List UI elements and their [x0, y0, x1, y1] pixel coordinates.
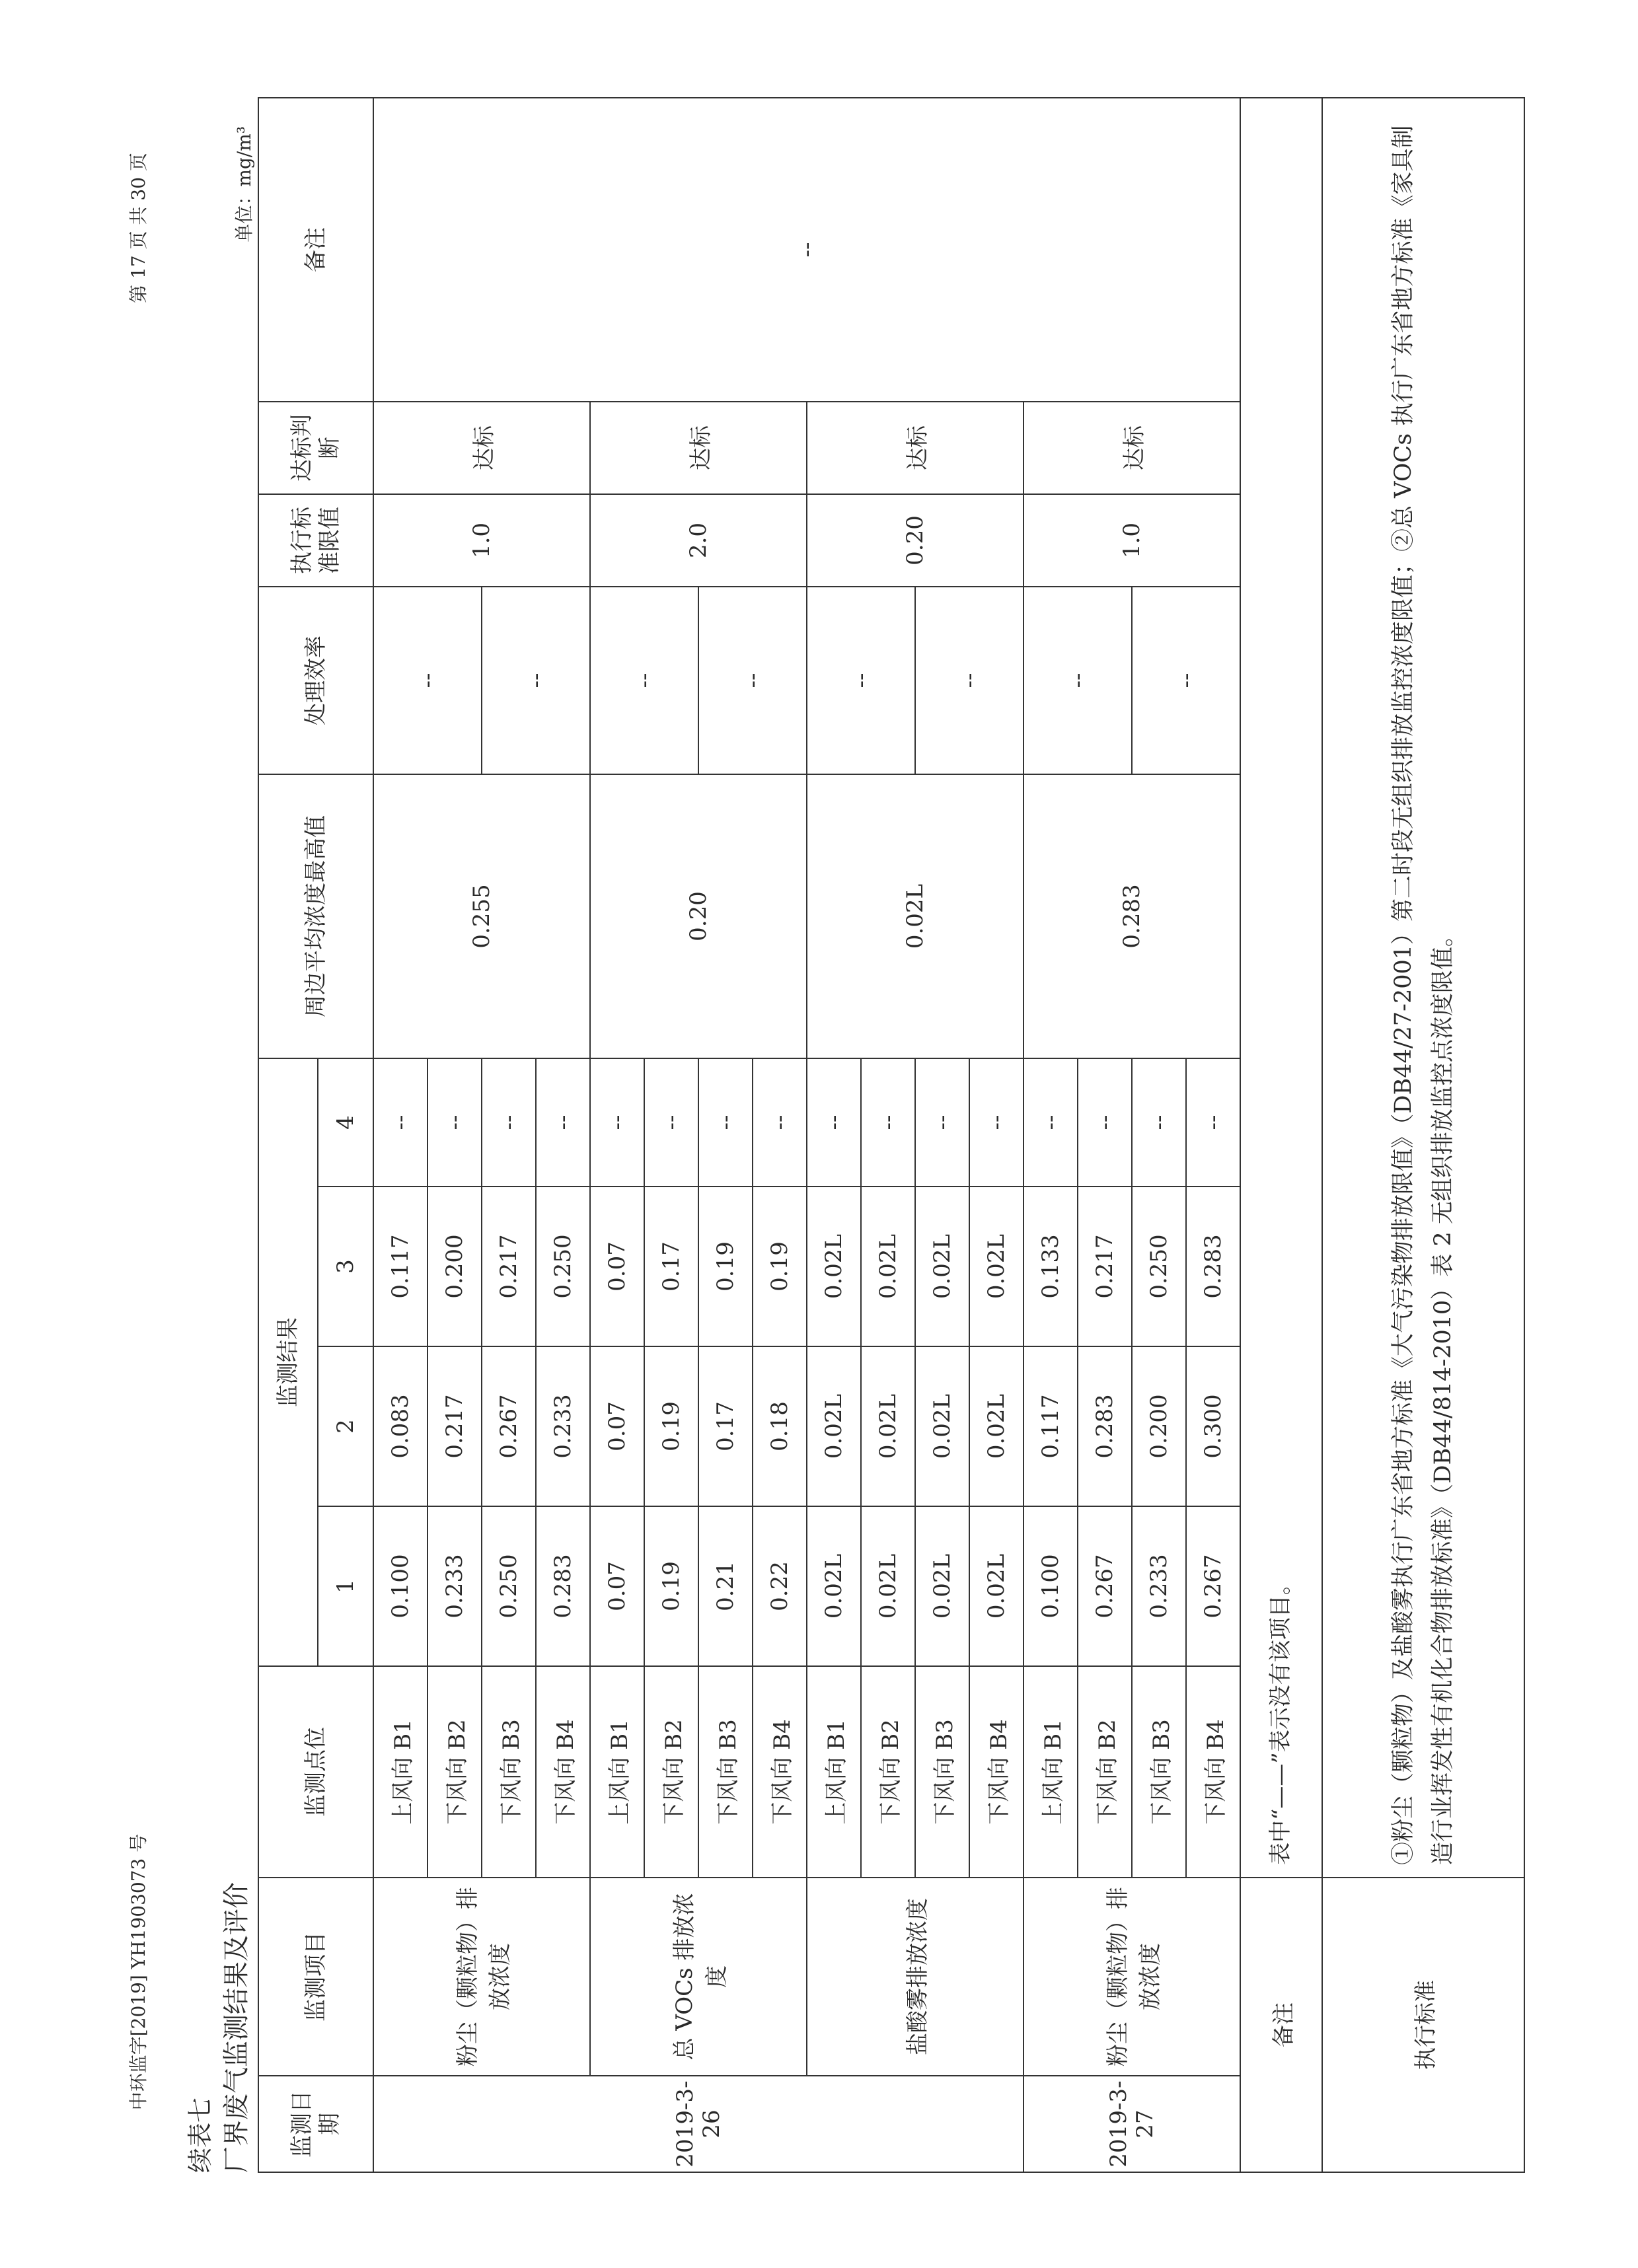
value-cell: 0.283: [1186, 1187, 1240, 1346]
point-cell: 下风向 B3: [482, 1666, 536, 1878]
value-cell: 0.02L: [969, 1187, 1024, 1346]
value-cell: 0.02L: [807, 1187, 861, 1346]
value-cell: 0.02L: [861, 1346, 915, 1506]
value-cell: --: [969, 1058, 1024, 1187]
value-cell: --: [428, 1058, 482, 1187]
value-cell: 0.117: [1024, 1346, 1078, 1506]
page-number: 第 17 页 共 30 页: [128, 153, 149, 303]
value-cell: 0.02L: [915, 1346, 969, 1506]
unit-label: 单位：mg/m³: [233, 126, 255, 242]
point-cell: 下风向 B4: [969, 1666, 1024, 1878]
item-cell: 粉尘（颗粒物）排放浓度: [373, 1878, 590, 2076]
value-cell: 0.200: [1132, 1346, 1186, 1506]
value-cell: 0.200: [428, 1187, 482, 1346]
col-results-header: 监测结果: [258, 1058, 318, 1666]
standard-label: 执行标准: [1322, 1878, 1524, 2172]
value-cell: 0.19: [644, 1506, 698, 1666]
value-cell: 0.02L: [969, 1506, 1024, 1666]
value-cell: --: [1186, 1058, 1240, 1187]
point-cell: 下风向 B4: [753, 1666, 807, 1878]
judge-cell: 达标: [1024, 402, 1240, 494]
value-cell: 0.300: [1186, 1346, 1240, 1506]
value-cell: 0.02L: [861, 1506, 915, 1666]
value-cell: 0.02L: [969, 1346, 1024, 1506]
limit-cell: 0.20: [807, 494, 1024, 587]
value-cell: --: [1132, 1058, 1186, 1187]
value-cell: --: [373, 1058, 428, 1187]
value-cell: --: [1078, 1058, 1132, 1187]
remark-cell: --: [373, 98, 1240, 402]
col-limit-header: 执行标准限值: [258, 494, 373, 587]
col-r2-header: 2: [318, 1346, 373, 1506]
date-cell: 2019-3-27: [1024, 2076, 1240, 2172]
value-cell: 0.233: [536, 1346, 590, 1506]
value-cell: 0.217: [428, 1346, 482, 1506]
max-cell: 0.283: [1024, 774, 1240, 1058]
max-cell: 0.02L: [807, 774, 1024, 1058]
point-cell: 下风向 B3: [698, 1666, 753, 1878]
date-cell: 2019-3-26: [373, 2076, 1024, 2172]
rotated-page-content: [184, 52, 1456, 2173]
efficiency-cell: --: [373, 587, 482, 774]
judge-cell: 达标: [807, 402, 1024, 494]
report-number: 中环监字[2019] YH1903073 号: [128, 1833, 149, 2111]
value-cell: 0.267: [1078, 1506, 1132, 1666]
col-r4-header: 4: [318, 1058, 373, 1187]
value-cell: 0.07: [590, 1187, 644, 1346]
point-cell: 上风向 B1: [373, 1666, 428, 1878]
col-date-header: 监测日期: [258, 2076, 373, 2172]
value-cell: --: [915, 1058, 969, 1187]
value-cell: 0.250: [482, 1506, 536, 1666]
value-cell: 0.17: [644, 1187, 698, 1346]
col-r3-header: 3: [318, 1187, 373, 1346]
limit-cell: 2.0: [590, 494, 807, 587]
value-cell: 0.19: [644, 1346, 698, 1506]
efficiency-cell: --: [1024, 587, 1132, 774]
col-efficiency-header: 处理效率: [258, 587, 373, 774]
value-cell: 0.02L: [807, 1346, 861, 1506]
value-cell: 0.22: [753, 1506, 807, 1666]
point-cell: 上风向 B1: [1024, 1666, 1078, 1878]
col-judge-header: 达标判断: [258, 402, 373, 494]
value-cell: 0.267: [482, 1346, 536, 1506]
value-cell: 0.07: [590, 1506, 644, 1666]
point-cell: 下风向 B3: [1132, 1666, 1186, 1878]
value-cell: --: [482, 1058, 536, 1187]
value-cell: 0.18: [753, 1346, 807, 1506]
judge-cell: 达标: [590, 402, 807, 494]
standard-text: ①粉尘（颗粒物）及盐酸雾执行广东省地方标准《大气污染物排放限值》（DB44/27-2001）第二时段无组织排放监控浓度限值；②总 VOCs 执行广东省地方标准《家具制造行业挥发性有机化合物排放标准》（DB44/814-2010）表 2 无组织排放监控点浓度限值。: [1322, 98, 1524, 1878]
value-cell: 0.083: [373, 1346, 428, 1506]
point-cell: 上风向 B1: [807, 1666, 861, 1878]
value-cell: 0.283: [1078, 1346, 1132, 1506]
value-cell: 0.233: [428, 1506, 482, 1666]
value-cell: 0.02L: [861, 1187, 915, 1346]
value-cell: --: [861, 1058, 915, 1187]
value-cell: 0.250: [1132, 1187, 1186, 1346]
point-cell: 下风向 B2: [644, 1666, 698, 1878]
limit-cell: 1.0: [373, 494, 590, 587]
value-cell: --: [536, 1058, 590, 1187]
table-title: 续表七: [186, 2097, 215, 2173]
efficiency-cell: --: [698, 587, 807, 774]
efficiency-cell: --: [482, 587, 590, 774]
value-cell: 0.100: [1024, 1506, 1078, 1666]
value-cell: 0.250: [536, 1187, 590, 1346]
item-cell: 粉尘（颗粒物）排放浓度: [1024, 1878, 1240, 2076]
value-cell: 0.02L: [915, 1187, 969, 1346]
point-cell: 下风向 B2: [1078, 1666, 1132, 1878]
value-cell: 0.100: [373, 1506, 428, 1666]
value-cell: 0.283: [536, 1506, 590, 1666]
value-cell: 0.267: [1186, 1506, 1240, 1666]
value-cell: --: [644, 1058, 698, 1187]
point-cell: 下风向 B2: [861, 1666, 915, 1878]
point-cell: 下风向 B3: [915, 1666, 969, 1878]
table-caption: 厂界废气监测结果及评价: [221, 1882, 252, 2173]
notes-label: 备注: [1240, 1878, 1322, 2172]
value-cell: --: [753, 1058, 807, 1187]
col-r1-header: 1: [318, 1506, 373, 1666]
point-cell: 上风向 B1: [590, 1666, 644, 1878]
value-cell: 0.19: [753, 1187, 807, 1346]
point-cell: 下风向 B2: [428, 1666, 482, 1878]
value-cell: --: [698, 1058, 753, 1187]
value-cell: 0.117: [373, 1187, 428, 1346]
value-cell: 0.233: [1132, 1506, 1186, 1666]
item-cell: 盐酸雾排放浓度: [807, 1878, 1024, 2076]
col-max-header: 周边平均浓度最高值: [258, 774, 373, 1058]
value-cell: 0.02L: [807, 1506, 861, 1666]
value-cell: 0.19: [698, 1187, 753, 1346]
notes-text: 表中“——”表示没有该项目。: [1240, 98, 1322, 1878]
judge-cell: 达标: [373, 402, 590, 494]
value-cell: --: [807, 1058, 861, 1187]
results-table: [258, 97, 1525, 2173]
max-cell: 0.20: [590, 774, 807, 1058]
max-cell: 0.255: [373, 774, 590, 1058]
col-item-header: 监测项目: [258, 1878, 373, 2076]
item-cell: 总 VOCs 排放浓度: [590, 1878, 807, 2076]
value-cell: --: [1024, 1058, 1078, 1187]
efficiency-cell: --: [590, 587, 698, 774]
col-remark-header: 备注: [258, 98, 373, 402]
point-cell: 下风向 B4: [1186, 1666, 1240, 1878]
efficiency-cell: --: [807, 587, 915, 774]
limit-cell: 1.0: [1024, 494, 1240, 587]
col-point-header: 监测点位: [258, 1666, 373, 1878]
value-cell: 0.17: [698, 1346, 753, 1506]
value-cell: 0.217: [1078, 1187, 1132, 1346]
value-cell: 0.133: [1024, 1187, 1078, 1346]
value-cell: --: [590, 1058, 644, 1187]
efficiency-cell: --: [1132, 587, 1240, 774]
efficiency-cell: --: [915, 587, 1024, 774]
value-cell: 0.217: [482, 1187, 536, 1346]
value-cell: 0.02L: [915, 1506, 969, 1666]
value-cell: 0.21: [698, 1506, 753, 1666]
value-cell: 0.07: [590, 1346, 644, 1506]
point-cell: 下风向 B4: [536, 1666, 590, 1878]
